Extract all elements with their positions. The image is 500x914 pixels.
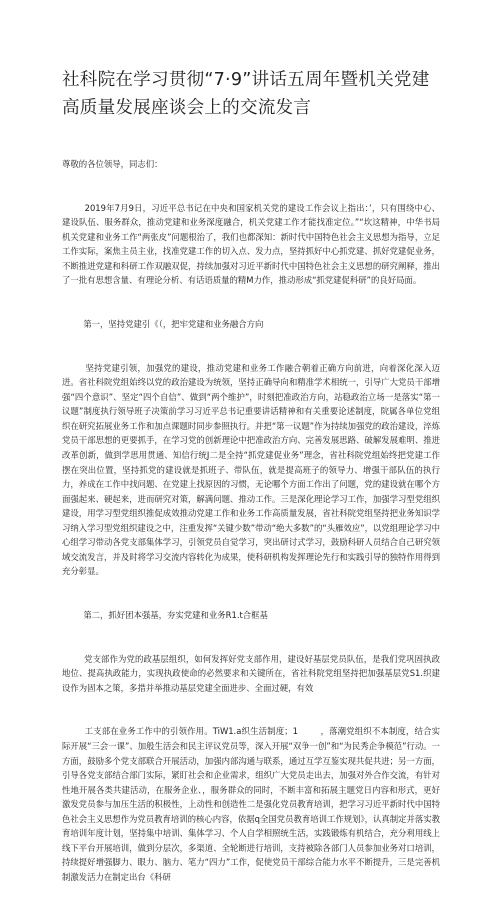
greeting: 尊敬的各位领导，同志们： — [62, 159, 163, 170]
paragraph: 坚持党建引领，加强党的建设，推动党建和业务工作融合朝着正确方向前进，向着深化深入迈进。省社科院党组始终以党的政治建设为统领，坚持正确导向和精准学术相统一，引导广大党员干部增强“四个意识”、坚定“四个自信”、做到“两个维护”，时刻把准政治方向，站稳政治立场一是落实“第一议题”制度执行领导班子决策前学习习近平总书记重要讲话精神和有关重要论述制度，院属各单位党组织在研究拓展业务工作和加点课题时同步参照执行。并把“第一议题”作为持续加强党的政治建设，淬炼党员干部思想的更要抓手，在学习党的创新理论中把准政治方向、完善发展思路、破解发展难明、推进改革创新，做到学思用贯通、知信行统J二是全持“抓党建促业务”理念，省社科院党组始终把党建工作摆在突出位置，坚持抓党的建设就是抓班子、带队伍，就是提高班子的领导力、增强干部队伍的执行力，养成在工作中找问题、在党建上找原因的习惯，无论哪个方面工作出了问题，党的建设就在哪个方面强起来、硬起来，进而研究对策，解满问题、推动工作。三是深化理论学习工作，加强学习型党组织建设，用学习型党组织推促成效推动党建工作和业务工作高质量发展，省社科院党组坚持把业务知识学习纳入学习型党组织建设之中，注重发挥“关键少数”带动“绝大多数”的“头雁效应”，以党组理论学习中心组学习带动各党支部集体学习，引领党员自觉学习，突出研讨式学习，鼓励科研人员结合自己研究领域交流发言，并及时将学习交流内容转化为成果，使科研机构发挥理论先行和实践引导的独特作用得到充分彰显。 — [62, 362, 440, 577]
paragraph: 党支部作为党的政基层组织，如何发挥好党支部作用，建设好基层党员队伍，是我们党巩固执政地位、提高执政能力，实现执政使命的必然要求和关键所在，省社科院党组坚持把加强基层党S1.织建设作为固本之策，多措并举推动基层党建全面进步、全面过硬，有效 — [62, 653, 440, 693]
document-title: 社科院在学习贯彻“7·9”讲话五周年暨机关党建高质量发展座谈会上的交流发言 — [62, 70, 430, 118]
document-body — [62, 128, 440, 914]
paragraph: 工支部在业务工作中的引领作用。TiW1.a织生活制度；1 ，落潮党组织不本制度，结合实际开展“三会一课”、加般生活会和民主评议党员等，深入开展“双争一创”和“为民秀企争模范”行动。一方面，鼓励多个党支部联合开展活动，加强内部沟通与联系，通过互学互鉴实现共促共进；另一方面，引导各党支部结合部门实际，紧盯社会和企业需求，组织广大党员走出去，加强对外合作交流，有针对性地开展各类共建活动，在服务企业、，服务群众的同时，不断丰富和拓展主题党日内容和形式，更好激发党员参与加压生活的积极性，上动性和创造性二是强化党员教育培训，把学习习近平新时代中国特色社会主义思想作为党员教育培训的核心内容，依据q全国党员教育培训工作规划》，认真制定并落实教育培训年度计划，坚持集中培训、集体学习、个人自学相照统生活，实践锻炼有机结合，充分利用线上线下平台开展培训，做到分层次，多渠道、全轮断进行培训，支持被除各部门人员参加业务对口培训，持续提好增强脚力、眼力、脑力、笔力“四力”工作，促使党员干部综合能力水平不断提升，三是完善机制激发活力在制定出台《科研 — [62, 726, 440, 882]
section-heading: 第二，抓好团本强基，夯实党建和业务R1.t合框基 — [62, 610, 268, 621]
paragraph: 2019年7月9日，习近平总书记在中央和国家机关党的建设工作会议上指出：’，只有围绕中心、建设队伍、服务群众，推动党建和业务深度融合，机关党建工作才能找准定位。”“坎这精神，中华书局机关党建和业务工作“两张皮”问题根治了，我们也都深知：新时代中国特色社会主义思想为指导，立足工作实际，案焦主员主业，找准党建工作的切入点、发力点，坚持抓好中心抓党建、抓好党建促业务，不断推进党建和科研工作双融双促，持续加强对习近平新时代中国特色社会主义思想的研究阐释，推出了一批有思想含量、有理论分析、有话语质量的精M力作，推动形成“抓党建促科研”的良好局面。 — [62, 202, 440, 286]
section-heading: 第一，坚持党建引《（，把牢党建和业务融合方向 — [62, 319, 264, 330]
